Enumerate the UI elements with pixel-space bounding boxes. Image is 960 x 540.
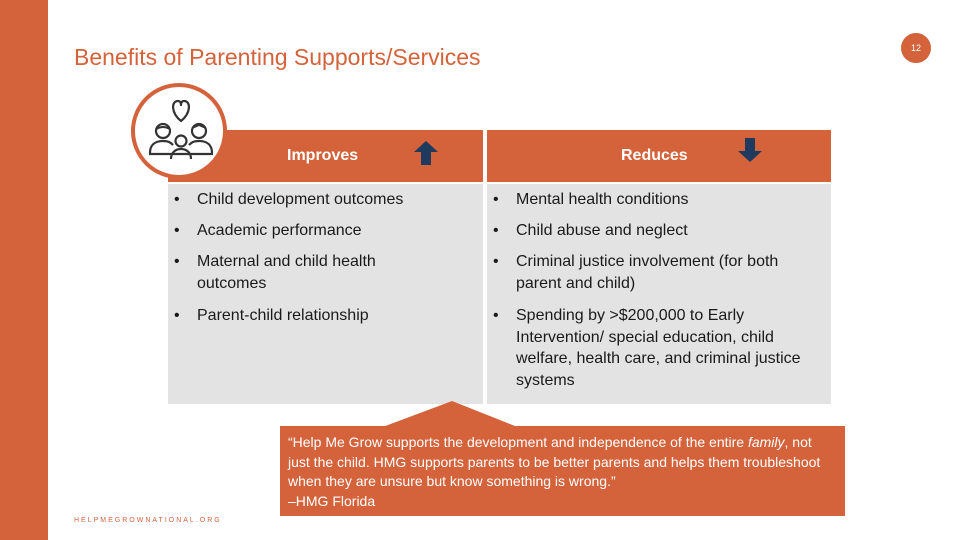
improves-header-label: Improves: [287, 147, 359, 164]
list-item: [168, 189, 403, 211]
list-item-text: Child abuse and neglect: [516, 222, 688, 239]
quote-text-end: , not just the child. HMG supports parents to be better parents and helps them troubleshoot when they are unsure but know something is wrong.”: [288, 434, 821, 489]
bullet: •: [174, 222, 180, 239]
list-item: [168, 305, 369, 327]
footer-url: HELPMEGROWNATIONAL.ORG: [74, 517, 222, 524]
bullet: •: [493, 222, 499, 239]
bullet: •: [174, 191, 180, 208]
quote-emphasis: family: [747, 434, 785, 450]
bullet: •: [493, 307, 499, 324]
list-item: [168, 251, 408, 294]
left-accent-bar: [0, 0, 48, 540]
list-item: [168, 220, 362, 242]
bullet: •: [174, 253, 180, 270]
arrow-down-icon: [737, 137, 763, 163]
page-number: 12: [901, 33, 931, 63]
bullet: •: [174, 307, 180, 324]
list-item: [487, 305, 817, 391]
reduces-header: [487, 130, 831, 182]
bullet: •: [493, 253, 499, 270]
quote-attribution: –HMG Florida: [288, 492, 376, 509]
quote-box: [280, 426, 845, 516]
reduces-header-label: Reduces: [621, 147, 688, 164]
arrow-up-icon: [413, 140, 439, 166]
improves-column: [168, 184, 483, 404]
list-item-text: Mental health conditions: [516, 191, 689, 208]
quote-pointer: [380, 400, 520, 428]
list-item: [487, 251, 817, 294]
list-item-text: Child development outcomes: [197, 191, 404, 208]
bullet: •: [493, 191, 499, 208]
list-item-text: Spending by >$200,000 to Early Intervention/ special education, child welfare, health care, and criminal justice systems: [516, 307, 801, 389]
list-item-text: Maternal and child health outcomes: [197, 253, 376, 292]
list-item-text: Parent-child relationship: [197, 307, 369, 324]
family-heart-icon: [131, 83, 227, 179]
quote-text-start: “Help Me Grow supports the development and independence of the entire: [288, 434, 748, 450]
reduces-column: [487, 184, 831, 404]
list-item-text: Criminal justice involvement (for both parent and child): [516, 253, 779, 292]
list-item: [487, 220, 688, 242]
slide-title: Benefits of Parenting Supports/Services: [74, 44, 481, 70]
list-item: [487, 189, 689, 211]
list-item-text: Academic performance: [197, 222, 362, 239]
